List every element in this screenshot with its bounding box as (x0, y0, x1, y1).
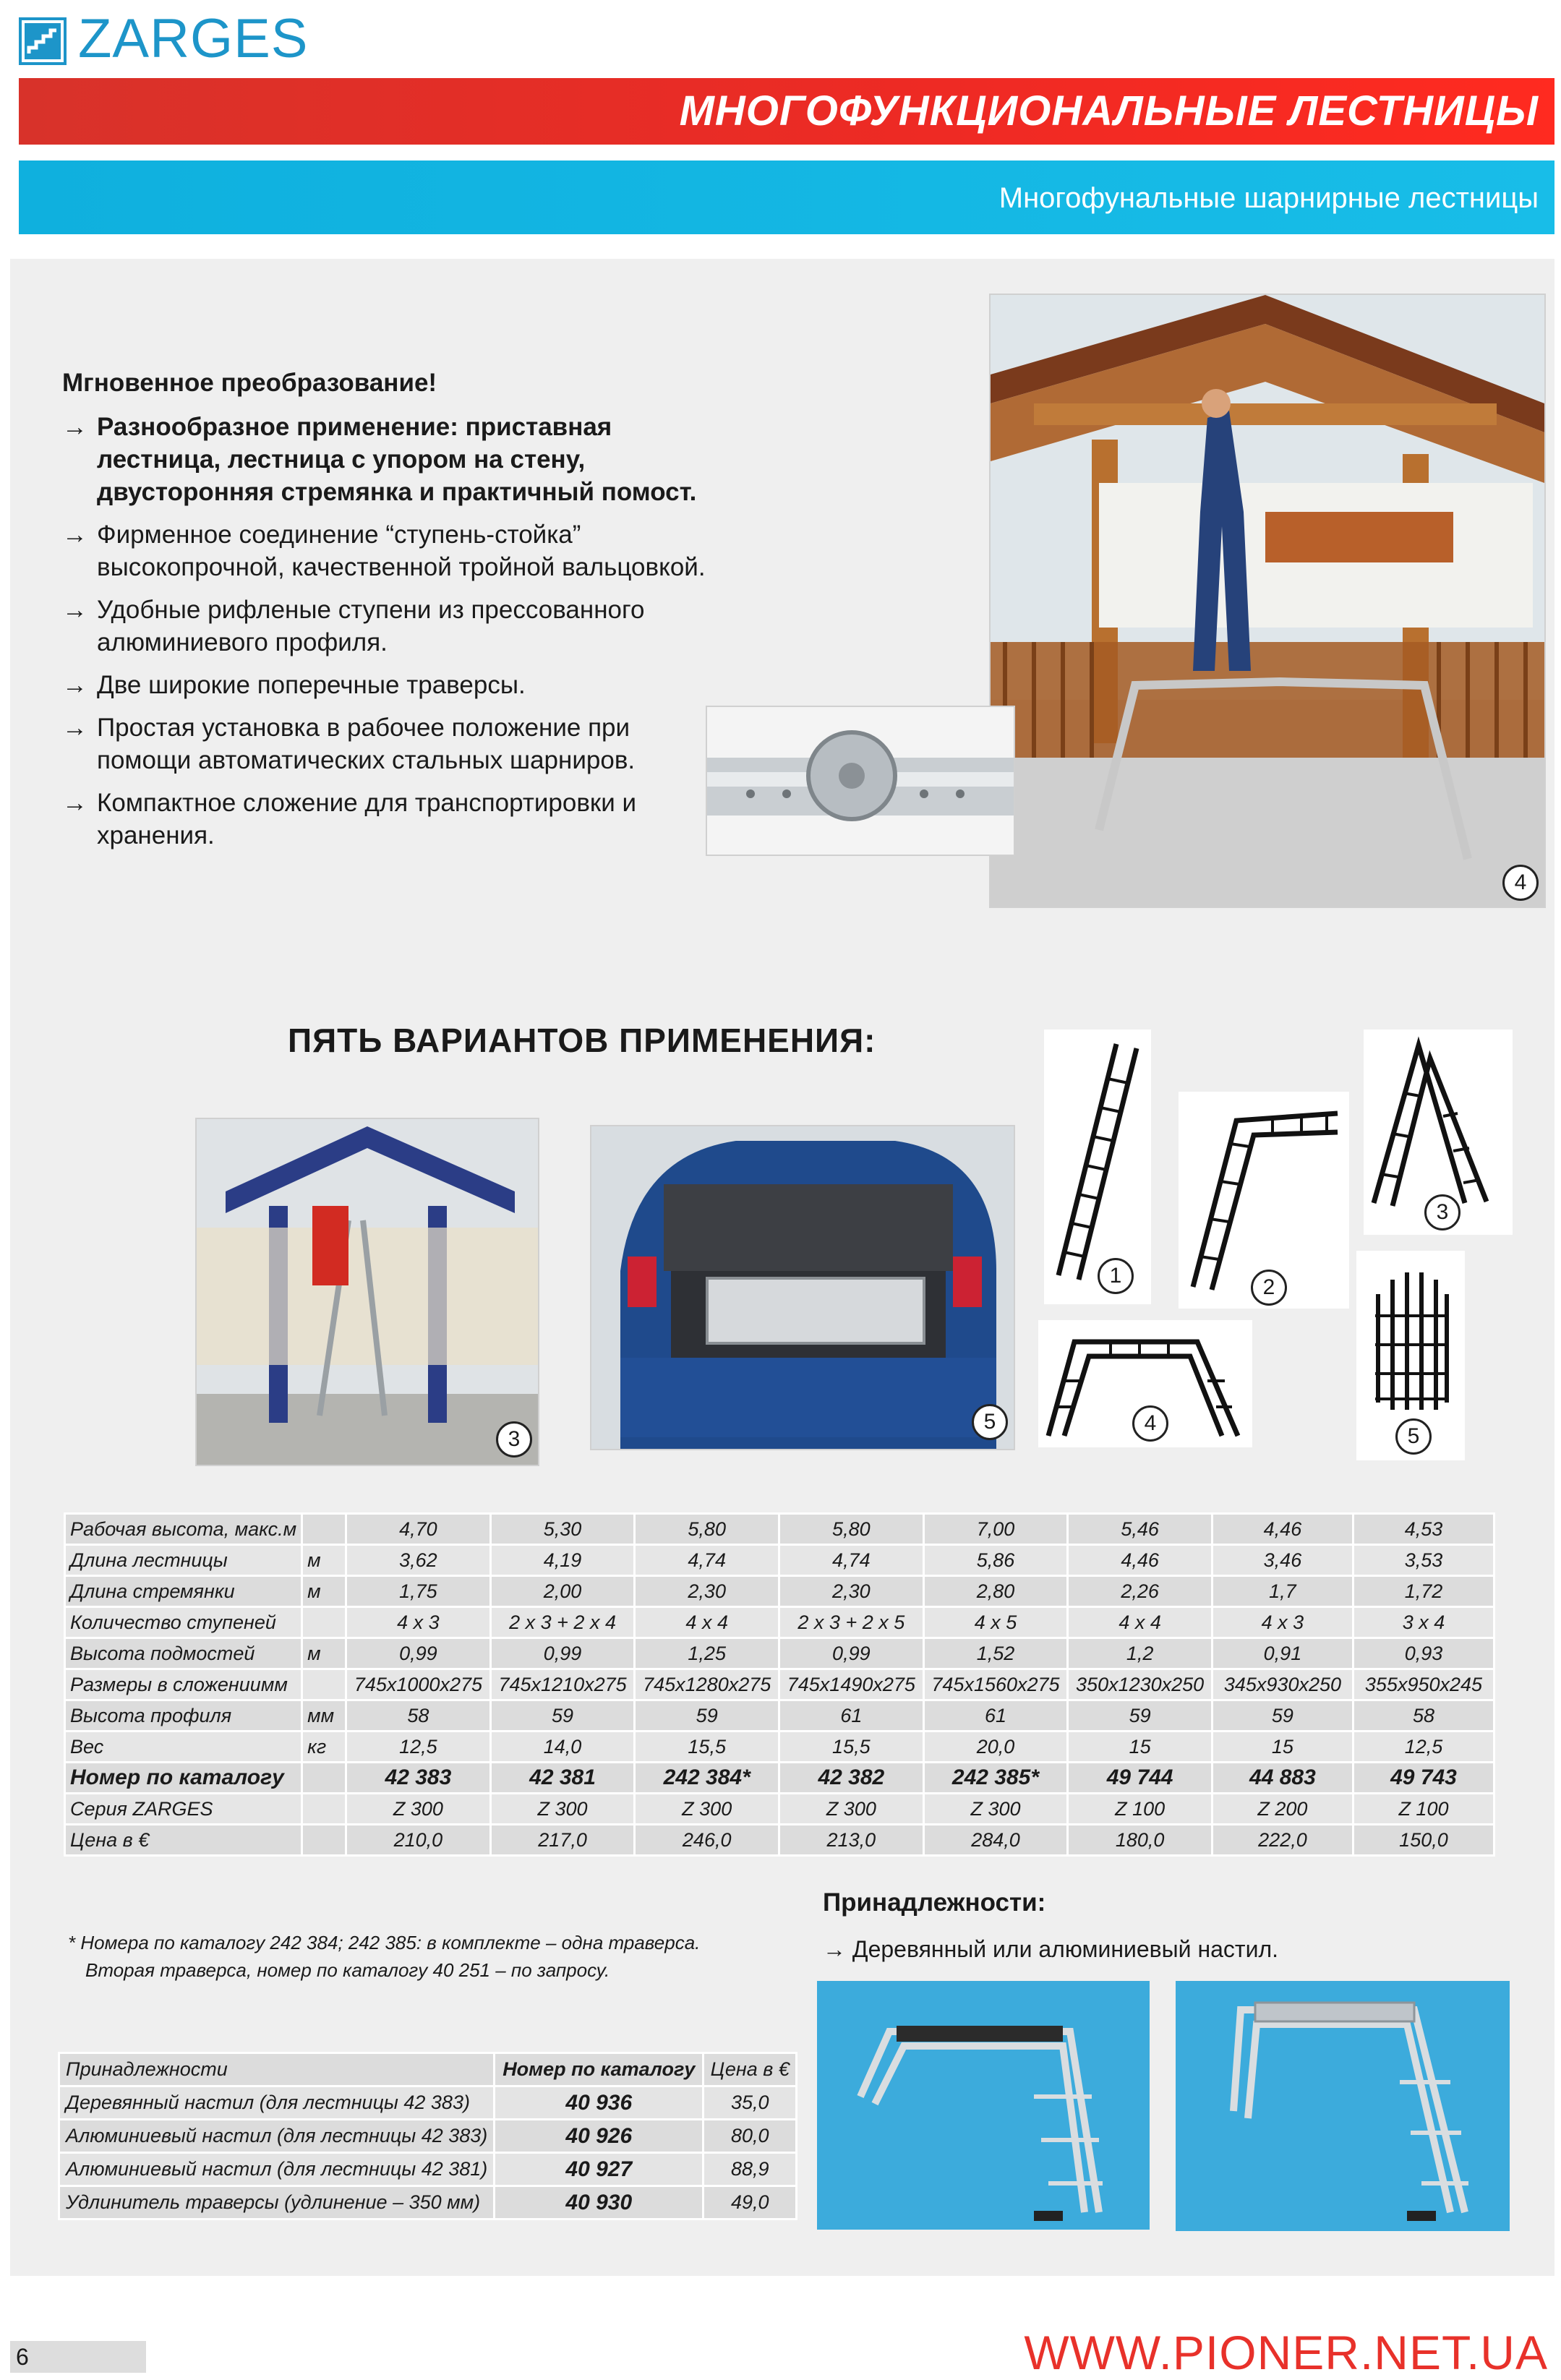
table-cell: 745x1560x275 (923, 1669, 1068, 1700)
diagram-platform (1038, 1320, 1252, 1447)
footnote: * Номера по каталогу 242 384; 242 385: в комплекте – одна траверса. Вторая траверса, номер по каталогу 40 251 – по запросу. (68, 1932, 701, 1981)
table-cell: 35,0 (703, 2086, 797, 2120)
table-cell: 284,0 (923, 1825, 1068, 1856)
table-cell: 12,5 (346, 1732, 491, 1763)
table-cell: 49 744 (1068, 1763, 1213, 1794)
table-cell: 1,25 (635, 1638, 779, 1669)
table-cell: 0,91 (1212, 1638, 1353, 1669)
table-cell: 42 383 (346, 1763, 491, 1794)
arrow-icon: → (62, 671, 87, 699)
table-cell: 3 x 4 (1353, 1607, 1494, 1638)
table-cell: Деревянный настил (для лестницы 42 383) (59, 2086, 495, 2120)
table-cell: 242 385* (923, 1763, 1068, 1794)
row-label: Длина лестницы (65, 1545, 302, 1576)
table-row (65, 1514, 1494, 1545)
table-cell: 5,86 (923, 1545, 1068, 1576)
table-cell: Z 100 (1068, 1794, 1213, 1825)
row-label: Серия ZARGES (65, 1794, 302, 1825)
table-row (59, 2120, 797, 2153)
table-cell: 213,0 (779, 1825, 924, 1856)
zarges-logo-icon (19, 17, 67, 65)
table-cell: 745x1000x275 (346, 1669, 491, 1700)
table-cell: Z 100 (1353, 1794, 1494, 1825)
wooden-platform-photo (817, 1981, 1150, 2230)
table-cell: 40 930 (495, 2186, 703, 2220)
table-cell: 3,62 (346, 1545, 491, 1576)
table-cell: Z 300 (779, 1794, 924, 1825)
table-cell: 40 927 (495, 2153, 703, 2186)
list-item: → Разнообразное применение: приставная лестница, лестница с упором на стену, двусторонняя стремянка и практичный помост. (62, 411, 713, 508)
table-cell: Z 300 (490, 1794, 635, 1825)
row-unit: мм (302, 1700, 346, 1732)
table-cell: 15 (1068, 1732, 1213, 1763)
figure-number: 4 (1132, 1405, 1168, 1442)
table-cell: 4,53 (1353, 1514, 1494, 1545)
table-row (59, 2086, 797, 2120)
hinge-detail-photo (706, 706, 1015, 856)
table-row (59, 2153, 797, 2186)
table-cell: 210,0 (346, 1825, 491, 1856)
table-cell: 217,0 (490, 1825, 635, 1856)
col-header: Номер по каталогу (495, 2053, 703, 2086)
table-cell: Удлинитель траверсы (удлинение – 350 мм) (59, 2186, 495, 2220)
table-cell: 1,2 (1068, 1638, 1213, 1669)
arrow-icon: → (62, 789, 87, 817)
accessories-title: Принадлежности: (823, 1888, 1046, 1917)
row-unit: м (302, 1638, 346, 1669)
table-cell: 1,72 (1353, 1576, 1494, 1607)
table-cell: 2 x 3 + 2 x 4 (490, 1607, 635, 1638)
table-cell: 40 926 (495, 2120, 703, 2153)
table-cell: 745x1490x275 (779, 1669, 924, 1700)
row-unit: м (302, 1545, 346, 1576)
feature-list (62, 411, 713, 862)
table-row (65, 1794, 1494, 1825)
table-cell: 40 936 (495, 2086, 703, 2120)
table-cell: 80,0 (703, 2120, 797, 2153)
table-cell: 88,9 (703, 2153, 797, 2186)
figure-number: 3 (1424, 1194, 1461, 1230)
table-cell: 4,74 (779, 1545, 924, 1576)
intro-title: Мгновенное преобразование! (62, 369, 437, 397)
figure-number: 2 (1251, 1270, 1287, 1306)
table-cell: 2,00 (490, 1576, 635, 1607)
diagram-wall-ladder (1179, 1092, 1349, 1309)
arrow-icon: → (62, 413, 87, 441)
list-item: → Компактное сложение для транспортировки и хранения. (62, 787, 713, 852)
table-cell: 0,99 (490, 1638, 635, 1669)
table-cell: 5,30 (490, 1514, 635, 1545)
table-cell: 15 (1212, 1732, 1353, 1763)
table-cell: 5,46 (1068, 1514, 1213, 1545)
site-url[interactable]: WWW.PIONER.NET.UA (1024, 2326, 1548, 2379)
table-cell: 4,74 (635, 1545, 779, 1576)
table-cell: 745x1280x275 (635, 1669, 779, 1700)
row-unit (302, 1825, 346, 1856)
table-cell: 1,7 (1212, 1576, 1353, 1607)
table-cell: 2,30 (635, 1576, 779, 1607)
row-label: Цена в € (65, 1825, 302, 1856)
table-row (65, 1763, 1494, 1794)
figure-number: 5 (972, 1404, 1008, 1440)
table-cell: 49,0 (703, 2186, 797, 2220)
table-cell: 15,5 (779, 1732, 924, 1763)
table-cell: 14,0 (490, 1732, 635, 1763)
table-cell: 1,52 (923, 1638, 1068, 1669)
table-row (65, 1638, 1494, 1669)
arrow-icon: → (62, 596, 87, 624)
table-cell: 61 (779, 1700, 924, 1732)
arrow-icon: → (823, 1936, 846, 1962)
table-cell: 58 (1353, 1700, 1494, 1732)
row-label: Количество ступеней (65, 1607, 302, 1638)
table-cell: 350x1230x250 (1068, 1669, 1213, 1700)
table-cell: Алюминиевый настил (для лестницы 42 383) (59, 2120, 495, 2153)
table-cell: 15,5 (635, 1732, 779, 1763)
table-cell: 355x950x245 (1353, 1669, 1494, 1700)
figure-number: 5 (1395, 1418, 1432, 1455)
brand-name: ZARGES (78, 8, 309, 69)
table-cell: 42 382 (779, 1763, 924, 1794)
list-item: → Фирменное соединение “ступень-стойка” высокопрочной, качественной тройной вальцовкой. (62, 518, 713, 583)
spec-table (64, 1512, 1495, 1857)
table-cell: 59 (635, 1700, 779, 1732)
table-cell: 4,70 (346, 1514, 491, 1545)
accessories-line: → Деревянный или алюминиевый настил. (823, 1936, 1278, 1962)
diagram-folded (1356, 1251, 1465, 1460)
row-label: Вес (65, 1732, 302, 1763)
row-unit (302, 1669, 346, 1700)
figure-number: 3 (496, 1421, 532, 1457)
row-label: Рабочая высота, макс.м (65, 1514, 302, 1545)
row-label: Размеры в сложениимм (65, 1669, 302, 1700)
table-cell: 12,5 (1353, 1732, 1494, 1763)
row-label: Номер по каталогу (65, 1763, 302, 1794)
table-row (59, 2186, 797, 2220)
table-cell: 4 x 3 (346, 1607, 491, 1638)
table-cell: 5,80 (779, 1514, 924, 1545)
row-label: Высота подмостей (65, 1638, 302, 1669)
row-label: Высота профиля (65, 1700, 302, 1732)
table-cell: 61 (923, 1700, 1068, 1732)
aluminium-platform-photo (1176, 1981, 1510, 2231)
table-cell: 5,80 (635, 1514, 779, 1545)
table-cell: 4 x 5 (923, 1607, 1068, 1638)
table-cell: 0,93 (1353, 1638, 1494, 1669)
col-header: Цена в € (703, 2053, 797, 2086)
table-cell: 4,46 (1068, 1545, 1213, 1576)
table-cell: 222,0 (1212, 1825, 1353, 1856)
row-label: Длина стремянки (65, 1576, 302, 1607)
table-cell: Z 300 (346, 1794, 491, 1825)
title-band (19, 78, 1554, 145)
table-row (65, 1607, 1494, 1638)
table-cell: 242 384* (635, 1763, 779, 1794)
col-header: Принадлежности (59, 2053, 495, 2086)
table-cell: Z 300 (635, 1794, 779, 1825)
table-cell: Z 200 (1212, 1794, 1353, 1825)
usage-photo-pergola (195, 1118, 539, 1466)
table-cell: 49 743 (1353, 1763, 1494, 1794)
table-row (65, 1545, 1494, 1576)
table-cell: 20,0 (923, 1732, 1068, 1763)
table-cell: 59 (490, 1700, 635, 1732)
table-cell: 4 x 3 (1212, 1607, 1353, 1638)
table-cell: 180,0 (1068, 1825, 1213, 1856)
table-cell: 4,19 (490, 1545, 635, 1576)
table-cell: 3,46 (1212, 1545, 1353, 1576)
usage-photo-car-trunk (590, 1125, 1015, 1450)
table-cell: Алюминиевый настил (для лестницы 42 381) (59, 2153, 495, 2186)
diagram-step-ladder (1364, 1030, 1513, 1235)
table-cell: 150,0 (1353, 1825, 1494, 1856)
table-row (65, 1576, 1494, 1607)
table-cell: 4,46 (1212, 1514, 1353, 1545)
row-unit (302, 1607, 346, 1638)
subtitle-band (19, 160, 1554, 234)
table-cell: 2,26 (1068, 1576, 1213, 1607)
page-number: 6 (10, 2341, 146, 2373)
list-item: → Удобные рифленые ступени из прессованного алюминиевого профиля. (62, 594, 713, 659)
arrow-icon: → (62, 714, 87, 742)
list-item: → Две широкие поперечные траверсы. (62, 669, 713, 701)
carport-ladder-photo (989, 294, 1546, 908)
table-row (65, 1732, 1494, 1763)
table-cell: 4 x 4 (1068, 1607, 1213, 1638)
table-cell: 2,30 (779, 1576, 924, 1607)
table-cell: 0,99 (779, 1638, 924, 1669)
table-cell: 2,80 (923, 1576, 1068, 1607)
table-row (65, 1669, 1494, 1700)
table-cell: 58 (346, 1700, 491, 1732)
table-row (65, 1700, 1494, 1732)
row-unit (302, 1763, 346, 1794)
figure-number: 1 (1098, 1258, 1134, 1294)
table-cell: 745x1210x275 (490, 1669, 635, 1700)
table-cell: 59 (1068, 1700, 1213, 1732)
row-unit: кг (302, 1732, 346, 1763)
table-cell: 1,75 (346, 1576, 491, 1607)
page-subtitle: Многофунальные шарнирные лестницы (998, 182, 1539, 214)
page-title: МНОГОФУНКЦИОНАЛЬНЫЕ ЛЕСТНИЦЫ (679, 87, 1539, 134)
diagram-leaning-ladder (1044, 1030, 1151, 1304)
table-cell: 345x930x250 (1212, 1669, 1353, 1700)
table-cell: 59 (1212, 1700, 1353, 1732)
table-row (65, 1825, 1494, 1856)
table-cell: Z 300 (923, 1794, 1068, 1825)
table-cell: 2 x 3 + 2 x 5 (779, 1607, 924, 1638)
row-unit (302, 1794, 346, 1825)
table-cell: 3,53 (1353, 1545, 1494, 1576)
figure-number: 4 (1502, 865, 1539, 901)
row-unit (302, 1514, 346, 1545)
section-title: ПЯТЬ ВАРИАНТОВ ПРИМЕНЕНИЯ: (288, 1022, 876, 1059)
table-cell: 4 x 4 (635, 1607, 779, 1638)
table-cell: 0,99 (346, 1638, 491, 1669)
table-cell: 42 381 (490, 1763, 635, 1794)
arrow-icon: → (62, 521, 87, 549)
table-cell: 44 883 (1212, 1763, 1353, 1794)
row-unit: м (302, 1576, 346, 1607)
table-cell: 246,0 (635, 1825, 779, 1856)
list-item: → Простая установка в рабочее положение при помощи автоматических стальных шарниров. (62, 711, 713, 776)
accessories-table (58, 2052, 797, 2220)
table-cell: 7,00 (923, 1514, 1068, 1545)
